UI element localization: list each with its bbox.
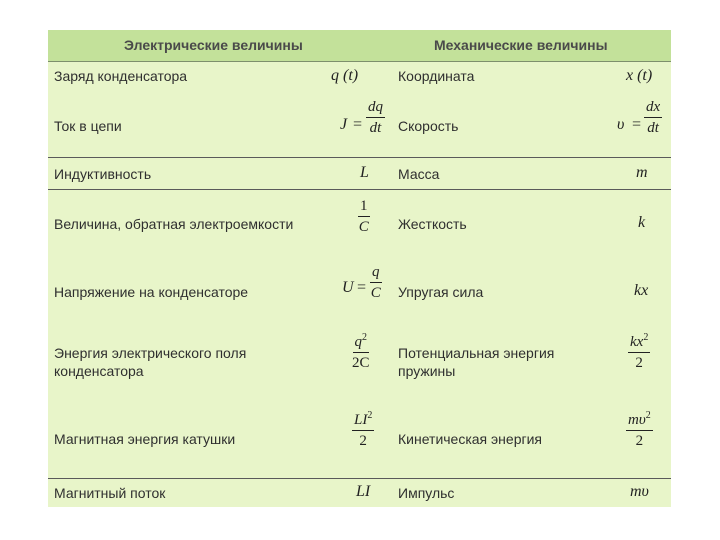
- mechanical-quantity: Кинетическая энергия: [398, 431, 542, 447]
- electrical-formula: $\frac{LI^2}{2}$: [354, 410, 373, 449]
- analogy-table: Электрические величины Механические величины Заряд конденсатора q (t) Координата x (t) Ток в цепи J = $\frac{dq}{dt}$ Скорость υ = $\frac{dx}{dt}$ Индуктивность L Масса m Величина, обратная электроемкости $\frac{1}{C}$ Жесткость k Напряжение на конденсаторе U = $\frac{q}{C}$ Упругая сила kx Энергия электрического поля конденсатора $\frac{q^2}{2C}$ Потенциальная энергия пружины $\frac{kx^2}{2}$ Магнитная энергия катушки $\frac{LI^2}{2}$ Кинетическая энергия $\frac{m\upsilon^2}{2}$ Магнитный поток LI Импульс mυ: [48, 30, 671, 507]
- electrical-formula: q (t): [331, 67, 359, 84]
- electrical-quantity: Магнитная энергия катушки: [54, 431, 236, 447]
- mechanical-quantity: Скорость: [398, 118, 459, 134]
- header-mechanical: Механические величины: [434, 37, 608, 53]
- electrical-quantity: Магнитный поток: [54, 485, 166, 501]
- table-header: [48, 30, 671, 62]
- electrical-quantity: Энергия электрического поля конденсатора: [54, 345, 247, 379]
- electrical-quantity: Заряд конденсатора: [54, 68, 188, 84]
- mechanical-formula: kx: [634, 282, 649, 299]
- row-separator: [48, 157, 671, 158]
- electrical-quantity: Напряжение на конденсаторе: [54, 284, 249, 300]
- electrical-quantity: Ток в цепи: [54, 118, 122, 134]
- header-electrical: Электрические величины: [124, 37, 303, 53]
- electrical-formula: $\frac{1}{C}$: [358, 198, 369, 235]
- electrical-quantity: Индуктивность: [54, 166, 152, 182]
- mechanical-quantity: Упругая сила: [398, 284, 484, 300]
- mechanical-quantity: Потенциальная энергия пружины: [398, 345, 555, 379]
- mechanical-quantity: Координата: [398, 68, 475, 84]
- electrical-formula: LI: [356, 483, 371, 500]
- mechanical-formula: x (t): [626, 67, 653, 84]
- electrical-formula: L: [360, 164, 369, 181]
- mechanical-quantity: Импульс: [398, 485, 455, 501]
- mechanical-formula: $\frac{m\upsilon^2}{2}$: [628, 410, 651, 449]
- mechanical-quantity: Масса: [398, 166, 440, 182]
- mechanical-formula: k: [638, 214, 646, 231]
- mechanical-quantity: Жесткость: [398, 216, 467, 232]
- row-separator: [48, 478, 671, 479]
- electrical-formula: $\frac{q^2}{2C}$: [352, 332, 370, 371]
- row-separator: [48, 189, 671, 190]
- mechanical-formula: mυ: [630, 483, 649, 500]
- electrical-quantity: Величина, обратная электроемкости: [54, 216, 294, 232]
- mechanical-formula: m: [636, 164, 648, 181]
- mechanical-formula: $\frac{kx^2}{2}$: [630, 332, 649, 371]
